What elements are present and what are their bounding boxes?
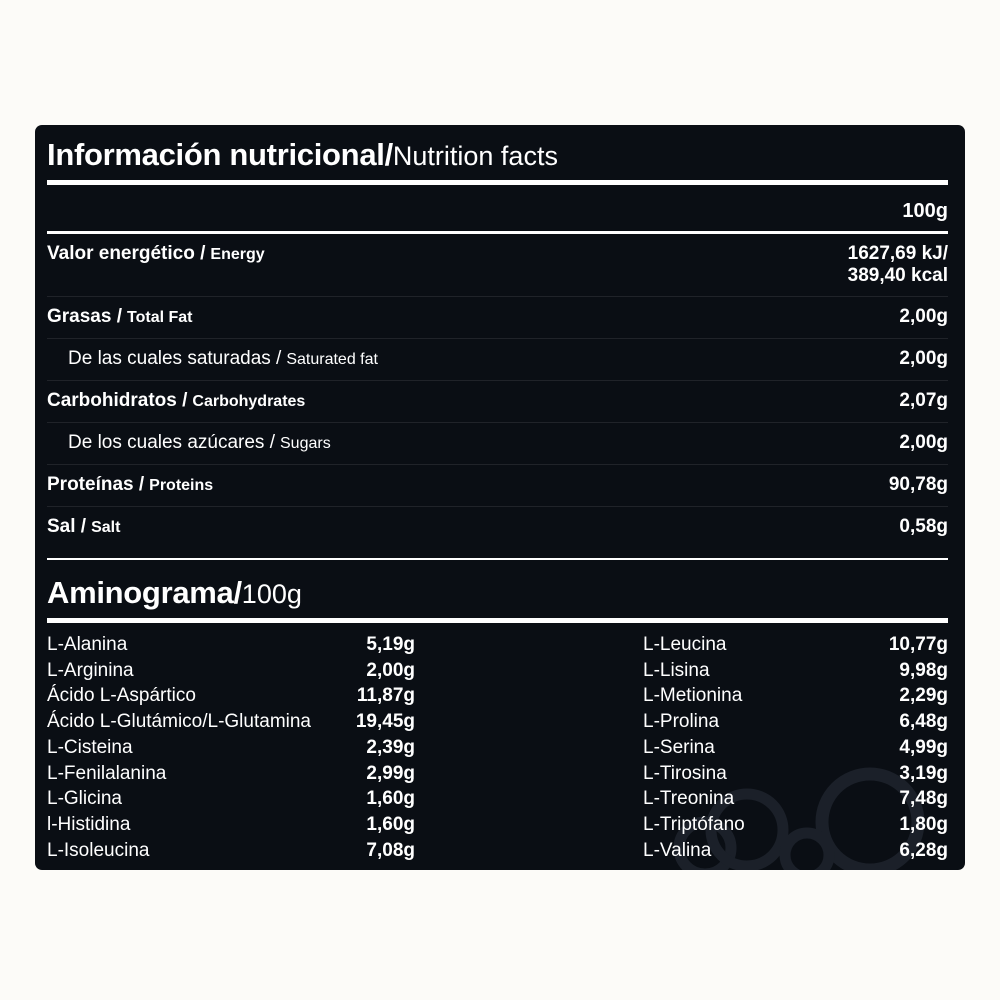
divider-section <box>47 558 948 560</box>
row-label-en: Sugars <box>280 435 331 452</box>
amino-name: L-Valina <box>643 839 712 861</box>
amino-value: 2,00g <box>366 659 415 681</box>
label-title <box>47 135 948 176</box>
amino-value: 2,99g <box>366 762 415 784</box>
row-label-es: Sal / <box>47 516 87 537</box>
nutrition-row-energy <box>47 234 948 296</box>
row-label-en: Total Fat <box>127 309 193 326</box>
row-value: 0,58g <box>899 516 948 537</box>
amino-name: Ácido L-Aspártico <box>47 685 196 707</box>
nutrition-row-proteins <box>47 464 948 506</box>
row-label-es: De los cuales azúcares / <box>68 432 275 453</box>
amino-name: L-Serina <box>643 736 715 758</box>
amino-name: L-Treonina <box>643 788 735 810</box>
row-label <box>47 516 120 539</box>
nutrition-row-salt <box>47 506 948 548</box>
amino-value: 1,80g <box>899 813 948 835</box>
amino-value: 3,19g <box>899 762 948 784</box>
row-label-en: Proteins <box>149 477 214 494</box>
amino-row <box>643 735 948 761</box>
amino-name: L-Cisteina <box>47 736 133 758</box>
amino-value: 10,77g <box>888 634 948 655</box>
amino-row <box>643 683 948 709</box>
amino-value: 2,29g <box>899 685 948 707</box>
amino-name: l-Histidina <box>47 813 131 835</box>
amino-value: 1,60g <box>366 788 415 810</box>
amino-row <box>47 735 415 761</box>
row-label-es: Grasas / <box>47 306 122 327</box>
row-label <box>47 474 213 497</box>
row-value: 2,07g <box>899 390 948 411</box>
amino-value: 4,99g <box>899 736 948 758</box>
amino-value: 2,39g <box>366 736 415 758</box>
amino-name: L-Tirosina <box>643 762 727 784</box>
amino-value: 6,48g <box>899 711 948 733</box>
amino-name: L-Arginina <box>47 659 134 681</box>
label-content <box>47 135 948 870</box>
amino-name: L-Alanina <box>47 634 128 655</box>
row-label-en: Salt <box>91 519 121 536</box>
nutrition-row-fat <box>47 296 948 338</box>
amino-row <box>643 838 948 864</box>
row-label <box>47 243 265 266</box>
nutrition-table <box>47 234 948 548</box>
amino-name: L-Isoleucina <box>47 839 150 861</box>
amino-row <box>643 786 948 812</box>
row-label-en: Energy <box>210 246 265 263</box>
row-label-es: Valor energético / <box>47 243 206 264</box>
amino-value: 6,28g <box>899 839 948 861</box>
amino-name: L-Leucina <box>643 634 727 655</box>
row-value-kj: 1627,69 kJ/ <box>847 243 948 264</box>
amino-value: 19,45g <box>355 711 415 733</box>
amino-row <box>47 786 415 812</box>
row-label-en: Carbohydrates <box>192 393 306 410</box>
amino-row <box>643 632 948 658</box>
amino-row <box>47 632 415 658</box>
aminogram-table <box>47 632 948 863</box>
row-value: 2,00g <box>899 348 948 369</box>
amino-row <box>47 709 415 735</box>
row-value: 90,78g <box>888 474 948 495</box>
row-label <box>47 348 378 371</box>
amino-row <box>47 658 415 684</box>
amino-value: 11,87g <box>356 685 415 707</box>
amino-name: L-Triptófano <box>643 813 745 835</box>
amino-value: 7,08g <box>366 839 415 861</box>
amino-row <box>47 683 415 709</box>
row-label <box>47 432 331 455</box>
row-value <box>848 243 948 287</box>
row-label-en: Saturated fat <box>286 351 378 368</box>
row-value-kcal: 389,40 kcal <box>847 265 948 286</box>
amino-name: Ácido L-Glutámico/L-Glutamina <box>47 711 311 733</box>
row-label-es: Carbohidratos / <box>47 390 188 411</box>
amino-value: 9,98g <box>899 659 948 681</box>
serving-column-header: 100g <box>902 200 948 222</box>
nutrition-row-sugars <box>47 422 948 464</box>
amino-value: 5,19g <box>366 634 415 655</box>
label-title-en: Nutrition facts <box>392 141 558 171</box>
amino-value: 7,48g <box>899 788 948 810</box>
amino-row <box>643 709 948 735</box>
aminogram-title-text: Aminograma/ <box>47 575 242 610</box>
row-label <box>47 390 305 413</box>
nutrition-row-saturated-fat <box>47 338 948 380</box>
amino-row <box>47 761 415 787</box>
nutrition-row-carbohydrates <box>47 380 948 422</box>
row-value: 2,00g <box>899 432 948 453</box>
nutrition-label-panel <box>35 125 965 870</box>
row-label <box>47 306 192 329</box>
amino-name: L-Prolina <box>643 711 720 733</box>
amino-row <box>643 812 948 838</box>
amino-name: L-Fenilalanina <box>47 762 167 784</box>
amino-row <box>643 658 948 684</box>
row-value: 2,00g <box>899 306 948 327</box>
divider-thick <box>47 618 948 623</box>
aminogram-column-left <box>47 632 415 863</box>
amino-name: L-Lisina <box>643 659 710 681</box>
amino-row <box>47 838 415 864</box>
row-label-es: De las cuales saturadas / <box>68 348 282 369</box>
aminogram-title <box>47 573 948 614</box>
amino-row <box>643 761 948 787</box>
amino-row <box>47 812 415 838</box>
label-title-es: Información nutricional/ <box>47 137 393 172</box>
amino-name: L-Glicina <box>47 788 122 810</box>
amino-name: L-Metionina <box>643 685 743 707</box>
row-label-es: Proteínas / <box>47 474 145 495</box>
aminogram-title-unit: 100g <box>241 579 302 609</box>
aminogram-column-right <box>643 632 948 863</box>
amino-value: 1,60g <box>366 813 415 835</box>
